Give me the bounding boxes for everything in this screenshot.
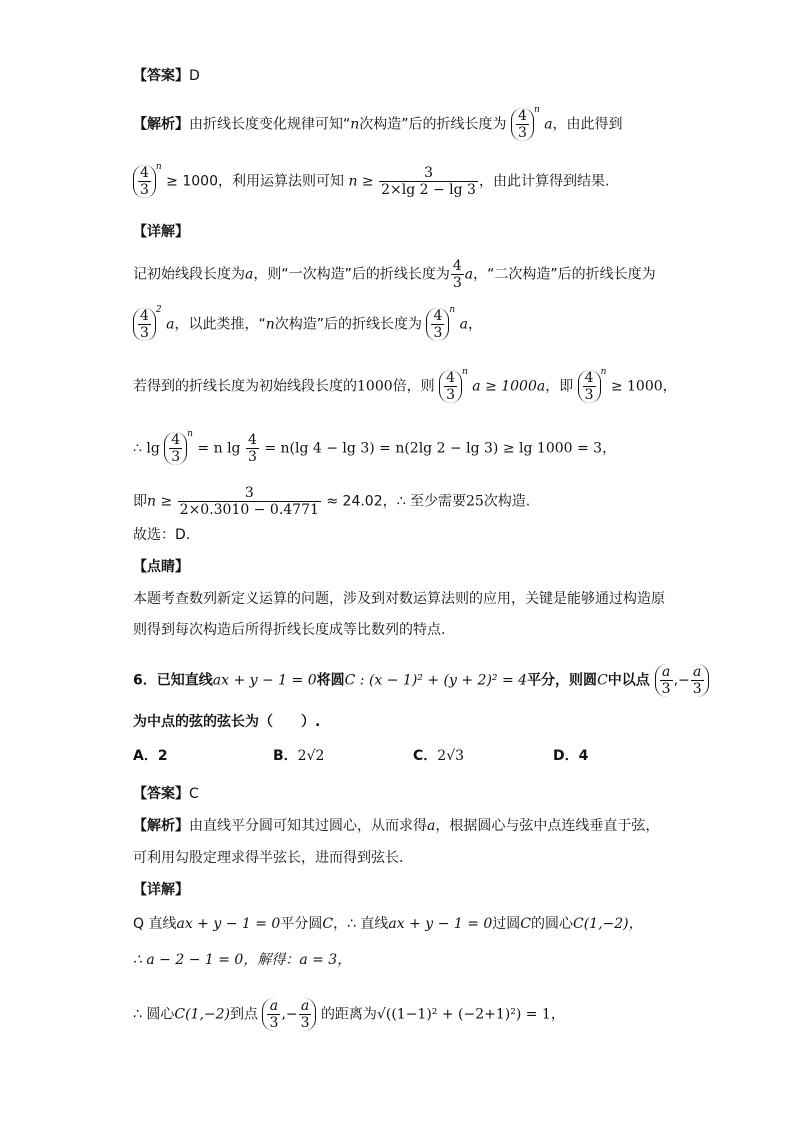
option-b[interactable] (273, 746, 413, 766)
q6-detail-line-3 (133, 998, 565, 1031)
frac-den: 2×0.3010 − 0.4771 (179, 502, 319, 518)
var-a: a (464, 266, 474, 283)
inequality: n ≥ (147, 493, 173, 510)
option-a-label: A．2 (133, 748, 168, 764)
detail-line-1 (133, 258, 656, 291)
detail-text: ，∴ 直线 (333, 916, 389, 932)
stem-text: 将圆 (316, 672, 345, 689)
q6-stem-line-2: 为中点的弦的弦长为（ ）. (133, 714, 321, 730)
exponent-n: n (462, 367, 468, 377)
frac-den: 3 (269, 1015, 279, 1031)
frac-den: 3 (661, 681, 671, 697)
var-a: a (427, 818, 436, 834)
option-c-value: 2√3 (437, 748, 465, 764)
circle-center: C(1,−2) (174, 1006, 230, 1023)
exponent-n: n (600, 367, 607, 377)
frac-num: 4 (171, 432, 181, 448)
analysis-line-1 (133, 105, 623, 141)
analysis-text: ，由此得到 (552, 116, 623, 133)
detail-text: ，以此类推，“ (174, 316, 266, 333)
number: 1000 (357, 378, 393, 395)
analysis-text: ，根据圆心与弦中点连线垂直于弦， (435, 818, 660, 834)
option-c-label: C． (413, 748, 438, 764)
point-tag: 【点睛】 (133, 559, 189, 575)
frac-den: 3 (140, 182, 149, 198)
option-a[interactable] (133, 746, 273, 766)
option-b-value: 2√2 (297, 748, 325, 764)
point-line-1: 本题考查数列新定义运算的问题，涉及到对数运算法则的应用，关键是能够通过构造原 (133, 591, 665, 607)
analysis-text: 由折线长度变化规律可知“ (189, 116, 351, 133)
frac-num: a (693, 664, 702, 680)
number: 25 (465, 493, 484, 510)
exponent-n: n (449, 305, 456, 315)
frac-den: 3 (300, 1015, 310, 1031)
power-four-thirds (133, 165, 156, 198)
stem-text: 6．已知直线 (133, 672, 213, 689)
analysis-tag: 【解析】 (133, 818, 189, 834)
detail-line-4 (133, 429, 617, 465)
point-coords: $\frac{a}{3}$ ,− $\frac{a}{3}$ (655, 664, 709, 697)
point-line-2: 则得到每次构造后所得折线长度成等比数列的特点. (133, 622, 446, 638)
answer-tag: 【答案】 (133, 786, 189, 802)
detail-text: ≈ 24.02，∴ 至少需要 (326, 493, 466, 510)
math-text: = n(lg 4 − lg 3) = n(2lg 2 − lg 3) ≥ lg 1000 = 3， (264, 440, 617, 457)
frac-den: 3 (446, 387, 456, 403)
var-a: a (459, 316, 469, 333)
frac-num: 4 (518, 108, 527, 124)
circle-center: C(1,−2)， (573, 916, 643, 932)
frac-num: 4 (140, 308, 149, 324)
detail-text: 的圆心 (531, 916, 573, 932)
exponent-n: n (187, 429, 193, 439)
stem-text: 平分，则圆 (527, 672, 598, 689)
detail-text: 即 (133, 493, 147, 510)
answer-tag: 【答案】 (133, 68, 189, 84)
analysis-tag: 【解析】 (133, 116, 189, 133)
option-d[interactable] (553, 746, 693, 766)
var-C: C (597, 672, 608, 689)
fraction (379, 165, 478, 198)
power-four-thirds (426, 308, 449, 341)
exponent-n: n (155, 162, 162, 172)
detail-line-3 (133, 367, 677, 403)
detail-text: ，即 (545, 378, 574, 395)
detail-text: ∴ 圆心 (133, 1006, 175, 1023)
frac-den: 2×lg 2 − lg 3 (381, 182, 476, 198)
detail-text: Q 直线 (133, 916, 177, 932)
frac-den: 3 (433, 325, 443, 341)
stem-text: 中以点 (607, 672, 650, 689)
detail-text: 若得到的折线长度为初始线段长度的 (133, 378, 357, 395)
distance-formula: √((1−1)² + (−2+1)²) = 1， (376, 1006, 565, 1023)
q6-detail-line-2: ∴ a − 2 − 1 = 0，解得：a = 3， (133, 952, 352, 968)
option-c[interactable] (413, 746, 553, 766)
detail-text: 过圆 (492, 916, 521, 932)
frac-num: 4 (433, 308, 443, 324)
var-n: n (350, 116, 360, 133)
frac-num: a (661, 664, 671, 680)
option-d-label: D．4 (553, 748, 589, 764)
frac-den: 3 (171, 449, 181, 465)
frac-num: 4 (247, 432, 257, 448)
frac-num: 3 (244, 485, 254, 501)
analysis-text: ≥ 1000，利用运算法则可知 (166, 173, 344, 190)
math-text: ∴ lg (133, 440, 160, 457)
var-C: C (322, 916, 334, 932)
var-a: a (245, 266, 254, 283)
var-a: a (544, 116, 553, 133)
circle-equation: C : (x − 1)² + (y + 2)² = 4 (344, 672, 528, 689)
fraction (246, 432, 259, 465)
q6-options (133, 746, 693, 766)
power-four-thirds (511, 108, 534, 141)
detail-text: 到点 (230, 1006, 258, 1023)
detail-line-2: $\frac{4}{3}$ $^2$ a，以此类推，“n次构造”后的折线长度为 $\frac{4}{3}$ $^n$ a， (133, 308, 482, 341)
analysis-line-2 (133, 162, 610, 198)
line-equation: ax + y − 1 = 0 (212, 672, 317, 689)
frac-den: 3 (140, 325, 149, 341)
frac-num: 4 (140, 165, 149, 181)
power-four-thirds (133, 308, 156, 341)
frac-num: a (269, 998, 279, 1014)
detail-text: 记初始线段长度为 (133, 266, 245, 283)
line-equation: ax + y − 1 = 0 (388, 916, 493, 932)
frac-num: 3 (424, 165, 433, 181)
detail-text: ，“二次构造”后的折线长度为 (473, 266, 656, 283)
exponent-n: n (533, 105, 540, 115)
frac-num: 4 (584, 370, 594, 386)
fraction (178, 485, 321, 518)
var-C: C (520, 916, 531, 932)
q6-answer-line (133, 784, 199, 804)
detail-text: ，则“一次构造”后的折线长度为 (253, 266, 450, 283)
choice-line: 故选：D. (133, 527, 191, 543)
line-equation: ax + y − 1 = 0 (176, 916, 281, 932)
analysis-text: 次构造”后的折线长度为 (359, 116, 507, 133)
frac-den: 3 (518, 125, 527, 141)
inequality: a ≥ 1000a (472, 378, 546, 395)
q6-analysis-line-1 (133, 816, 659, 836)
q6-analysis-line-2: 可利用勾股定理求得半弦长，进而得到弦长. (133, 850, 404, 866)
frac-num: 4 (452, 258, 462, 274)
answer-value: C (189, 786, 199, 802)
detail-tag: 【详解】 (133, 224, 189, 240)
analysis-text: ，由此计算得到结果. (478, 173, 610, 190)
detail-text: 倍，则 (392, 378, 435, 395)
power-four-thirds (164, 432, 187, 465)
frac-num: 4 (446, 370, 456, 386)
point-coords: $\frac{a}{3}$ ,− $\frac{a}{3}$ (262, 998, 316, 1031)
frac-num: a (300, 998, 310, 1014)
math-text: = n lg (197, 440, 241, 457)
power-four-thirds (578, 370, 601, 403)
inequality: ≥ 1000， (610, 378, 677, 395)
detail-text: 的距离为 (320, 1006, 377, 1023)
inequality: n ≥ (348, 173, 374, 190)
detail-line-5 (133, 485, 530, 518)
detail-text: 平分圆 (280, 916, 323, 932)
option-b-label: B． (273, 748, 298, 764)
frac-den: 3 (247, 449, 257, 465)
frac-den: 3 (692, 681, 702, 697)
var-n: n (265, 316, 275, 333)
frac-den: 3 (452, 275, 462, 291)
detail-text: 次构造”后的折线长度为 (274, 316, 423, 333)
power-four-thirds (439, 370, 462, 403)
q6-detail-line-1 (133, 914, 643, 934)
var-a: a (166, 316, 175, 333)
analysis-text: 由直线平分圆可知其过圆心，从而求得 (189, 818, 427, 834)
frac-den: 3 (584, 387, 594, 403)
detail-text: 次构造. (483, 493, 531, 510)
q6-detail-tag: 【详解】 (133, 882, 189, 898)
fraction (451, 258, 464, 291)
q6-stem-line-1 (133, 664, 709, 697)
answer-value: D (189, 68, 200, 84)
answer-line (133, 66, 200, 86)
